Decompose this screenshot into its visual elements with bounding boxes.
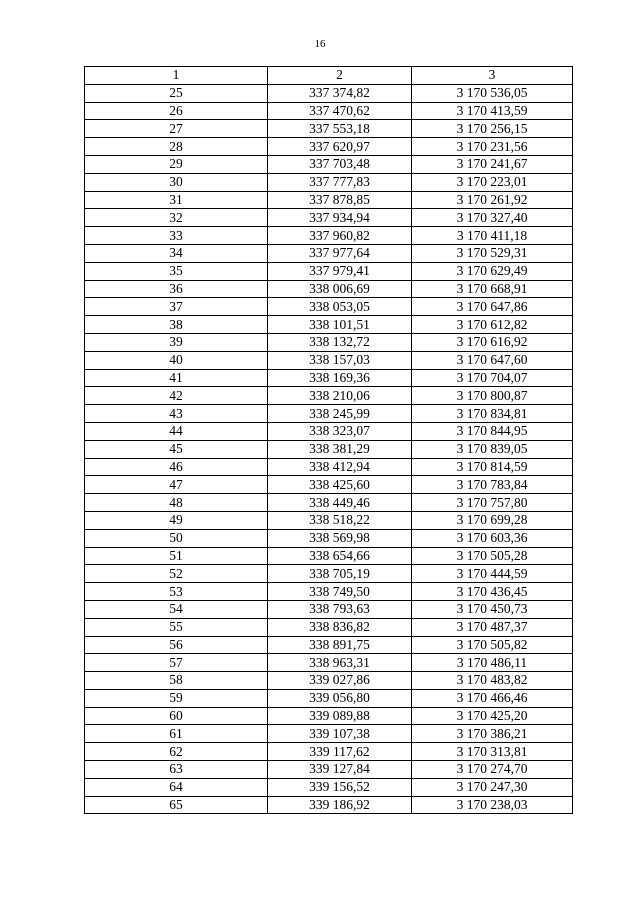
point-number-cell: 55 <box>85 618 268 636</box>
x-coordinate-cell: 338 210,06 <box>268 387 412 405</box>
y-coordinate-cell: 3 170 800,87 <box>412 387 573 405</box>
table-row <box>85 458 573 476</box>
x-coordinate-cell: 339 089,88 <box>268 707 412 725</box>
point-number-cell: 42 <box>85 387 268 405</box>
table-row <box>85 120 573 138</box>
point-number-cell: 34 <box>85 244 268 262</box>
y-coordinate-cell: 3 170 483,82 <box>412 672 573 690</box>
table-row <box>85 654 573 672</box>
table-row <box>85 440 573 458</box>
point-number-cell: 38 <box>85 316 268 334</box>
table-row <box>85 707 573 725</box>
y-coordinate-cell: 3 170 814,59 <box>412 458 573 476</box>
y-coordinate-cell: 3 170 466,46 <box>412 689 573 707</box>
y-coordinate-cell: 3 170 231,56 <box>412 138 573 156</box>
point-number-cell: 58 <box>85 672 268 690</box>
y-coordinate-cell: 3 170 436,45 <box>412 583 573 601</box>
y-coordinate-cell: 3 170 603,36 <box>412 529 573 547</box>
table-row <box>85 84 573 102</box>
page-number: 16 <box>314 38 326 50</box>
point-number-cell: 28 <box>85 138 268 156</box>
coordinates-table <box>84 66 573 814</box>
x-coordinate-cell: 337 620,97 <box>268 138 412 156</box>
table-row <box>85 405 573 423</box>
point-number-cell: 44 <box>85 422 268 440</box>
point-number-cell: 33 <box>85 227 268 245</box>
table-row <box>85 333 573 351</box>
x-coordinate-cell: 337 977,64 <box>268 244 412 262</box>
x-coordinate-cell: 339 156,52 <box>268 778 412 796</box>
y-coordinate-cell: 3 170 699,28 <box>412 511 573 529</box>
x-coordinate-cell: 338 705,19 <box>268 565 412 583</box>
y-coordinate-cell: 3 170 411,18 <box>412 227 573 245</box>
x-coordinate-cell: 338 245,99 <box>268 405 412 423</box>
y-coordinate-cell: 3 170 505,28 <box>412 547 573 565</box>
point-number-cell: 54 <box>85 600 268 618</box>
x-coordinate-cell: 338 132,72 <box>268 333 412 351</box>
x-coordinate-cell: 337 703,48 <box>268 155 412 173</box>
x-coordinate-cell: 339 127,84 <box>268 761 412 779</box>
table-row <box>85 583 573 601</box>
y-coordinate-cell: 3 170 413,59 <box>412 102 573 120</box>
table-row <box>85 351 573 369</box>
table-row <box>85 743 573 761</box>
y-coordinate-cell: 3 170 261,92 <box>412 191 573 209</box>
y-coordinate-cell: 3 170 450,73 <box>412 600 573 618</box>
table-row <box>85 422 573 440</box>
x-coordinate-cell: 337 960,82 <box>268 227 412 245</box>
point-number-cell: 37 <box>85 298 268 316</box>
point-number-cell: 46 <box>85 458 268 476</box>
y-coordinate-cell: 3 170 647,86 <box>412 298 573 316</box>
table-row <box>85 778 573 796</box>
x-coordinate-cell: 338 412,94 <box>268 458 412 476</box>
x-coordinate-cell: 338 006,69 <box>268 280 412 298</box>
point-number-cell: 49 <box>85 511 268 529</box>
y-coordinate-cell: 3 170 612,82 <box>412 316 573 334</box>
table-row <box>85 138 573 156</box>
y-coordinate-cell: 3 170 505,82 <box>412 636 573 654</box>
x-coordinate-cell: 337 777,83 <box>268 173 412 191</box>
table-row <box>85 262 573 280</box>
table-row <box>85 547 573 565</box>
point-number-cell: 47 <box>85 476 268 494</box>
x-coordinate-cell: 339 027,86 <box>268 672 412 690</box>
y-coordinate-cell: 3 170 844,95 <box>412 422 573 440</box>
y-coordinate-cell: 3 170 487,37 <box>412 618 573 636</box>
point-number-cell: 60 <box>85 707 268 725</box>
table-row <box>85 387 573 405</box>
y-coordinate-cell: 3 170 313,81 <box>412 743 573 761</box>
point-number-cell: 32 <box>85 209 268 227</box>
point-number-cell: 52 <box>85 565 268 583</box>
x-coordinate-cell: 337 470,62 <box>268 102 412 120</box>
table-row <box>85 796 573 814</box>
table-row <box>85 529 573 547</box>
point-number-cell: 36 <box>85 280 268 298</box>
point-number-cell: 62 <box>85 743 268 761</box>
point-number-cell: 31 <box>85 191 268 209</box>
y-coordinate-cell: 3 170 668,91 <box>412 280 573 298</box>
x-coordinate-cell: 339 056,80 <box>268 689 412 707</box>
y-coordinate-cell: 3 170 223,01 <box>412 173 573 191</box>
y-coordinate-cell: 3 170 783,84 <box>412 476 573 494</box>
point-number-cell: 50 <box>85 529 268 547</box>
y-coordinate-cell: 3 170 274,70 <box>412 761 573 779</box>
table-row <box>85 155 573 173</box>
y-coordinate-cell: 3 170 839,05 <box>412 440 573 458</box>
point-number-cell: 45 <box>85 440 268 458</box>
table-row <box>85 494 573 512</box>
table-row <box>85 636 573 654</box>
point-number-cell: 64 <box>85 778 268 796</box>
table-row <box>85 298 573 316</box>
table-row <box>85 672 573 690</box>
column-header-1: 1 <box>85 67 268 85</box>
x-coordinate-cell: 338 793,63 <box>268 600 412 618</box>
x-coordinate-cell: 339 107,38 <box>268 725 412 743</box>
y-coordinate-cell: 3 170 247,30 <box>412 778 573 796</box>
table-row <box>85 476 573 494</box>
x-coordinate-cell: 338 425,60 <box>268 476 412 494</box>
point-number-cell: 30 <box>85 173 268 191</box>
point-number-cell: 53 <box>85 583 268 601</box>
x-coordinate-cell: 339 186,92 <box>268 796 412 814</box>
y-coordinate-cell: 3 170 757,80 <box>412 494 573 512</box>
x-coordinate-cell: 338 569,98 <box>268 529 412 547</box>
x-coordinate-cell: 338 053,05 <box>268 298 412 316</box>
point-number-cell: 56 <box>85 636 268 654</box>
y-coordinate-cell: 3 170 529,31 <box>412 244 573 262</box>
table-row <box>85 618 573 636</box>
table-row <box>85 369 573 387</box>
x-coordinate-cell: 337 979,41 <box>268 262 412 280</box>
table-row <box>85 173 573 191</box>
point-number-cell: 26 <box>85 102 268 120</box>
point-number-cell: 40 <box>85 351 268 369</box>
point-number-cell: 35 <box>85 262 268 280</box>
table-row <box>85 511 573 529</box>
x-coordinate-cell: 338 963,31 <box>268 654 412 672</box>
point-number-cell: 41 <box>85 369 268 387</box>
point-number-cell: 61 <box>85 725 268 743</box>
y-coordinate-cell: 3 170 444,59 <box>412 565 573 583</box>
table-row <box>85 280 573 298</box>
x-coordinate-cell: 337 553,18 <box>268 120 412 138</box>
y-coordinate-cell: 3 170 425,20 <box>412 707 573 725</box>
x-coordinate-cell: 338 518,22 <box>268 511 412 529</box>
point-number-cell: 29 <box>85 155 268 173</box>
x-coordinate-cell: 337 878,85 <box>268 191 412 209</box>
x-coordinate-cell: 338 836,82 <box>268 618 412 636</box>
point-number-cell: 51 <box>85 547 268 565</box>
table-row <box>85 600 573 618</box>
y-coordinate-cell: 3 170 647,60 <box>412 351 573 369</box>
table-row <box>85 209 573 227</box>
point-number-cell: 48 <box>85 494 268 512</box>
y-coordinate-cell: 3 170 629,49 <box>412 262 573 280</box>
point-number-cell: 39 <box>85 333 268 351</box>
point-number-cell: 25 <box>85 84 268 102</box>
x-coordinate-cell: 338 654,66 <box>268 547 412 565</box>
x-coordinate-cell: 338 449,46 <box>268 494 412 512</box>
x-coordinate-cell: 338 323,07 <box>268 422 412 440</box>
y-coordinate-cell: 3 170 241,67 <box>412 155 573 173</box>
table-row <box>85 227 573 245</box>
y-coordinate-cell: 3 170 256,15 <box>412 120 573 138</box>
x-coordinate-cell: 338 101,51 <box>268 316 412 334</box>
point-number-cell: 59 <box>85 689 268 707</box>
x-coordinate-cell: 337 934,94 <box>268 209 412 227</box>
point-number-cell: 27 <box>85 120 268 138</box>
table-row <box>85 761 573 779</box>
x-coordinate-cell: 338 169,36 <box>268 369 412 387</box>
y-coordinate-cell: 3 170 536,05 <box>412 84 573 102</box>
table-row <box>85 102 573 120</box>
y-coordinate-cell: 3 170 327,40 <box>412 209 573 227</box>
table-header-row <box>85 67 573 85</box>
table-row <box>85 244 573 262</box>
column-header-2: 2 <box>268 67 412 85</box>
point-number-cell: 65 <box>85 796 268 814</box>
x-coordinate-cell: 338 891,75 <box>268 636 412 654</box>
point-number-cell: 43 <box>85 405 268 423</box>
x-coordinate-cell: 338 381,29 <box>268 440 412 458</box>
y-coordinate-cell: 3 170 386,21 <box>412 725 573 743</box>
table-row <box>85 565 573 583</box>
x-coordinate-cell: 338 749,50 <box>268 583 412 601</box>
table-row <box>85 725 573 743</box>
table-row <box>85 191 573 209</box>
y-coordinate-cell: 3 170 704,07 <box>412 369 573 387</box>
y-coordinate-cell: 3 170 616,92 <box>412 333 573 351</box>
table-row <box>85 689 573 707</box>
point-number-cell: 63 <box>85 761 268 779</box>
table-row <box>85 316 573 334</box>
point-number-cell: 57 <box>85 654 268 672</box>
y-coordinate-cell: 3 170 486,11 <box>412 654 573 672</box>
x-coordinate-cell: 338 157,03 <box>268 351 412 369</box>
y-coordinate-cell: 3 170 238,03 <box>412 796 573 814</box>
column-header-3: 3 <box>412 67 573 85</box>
x-coordinate-cell: 337 374,82 <box>268 84 412 102</box>
y-coordinate-cell: 3 170 834,81 <box>412 405 573 423</box>
x-coordinate-cell: 339 117,62 <box>268 743 412 761</box>
table-body <box>85 84 573 814</box>
